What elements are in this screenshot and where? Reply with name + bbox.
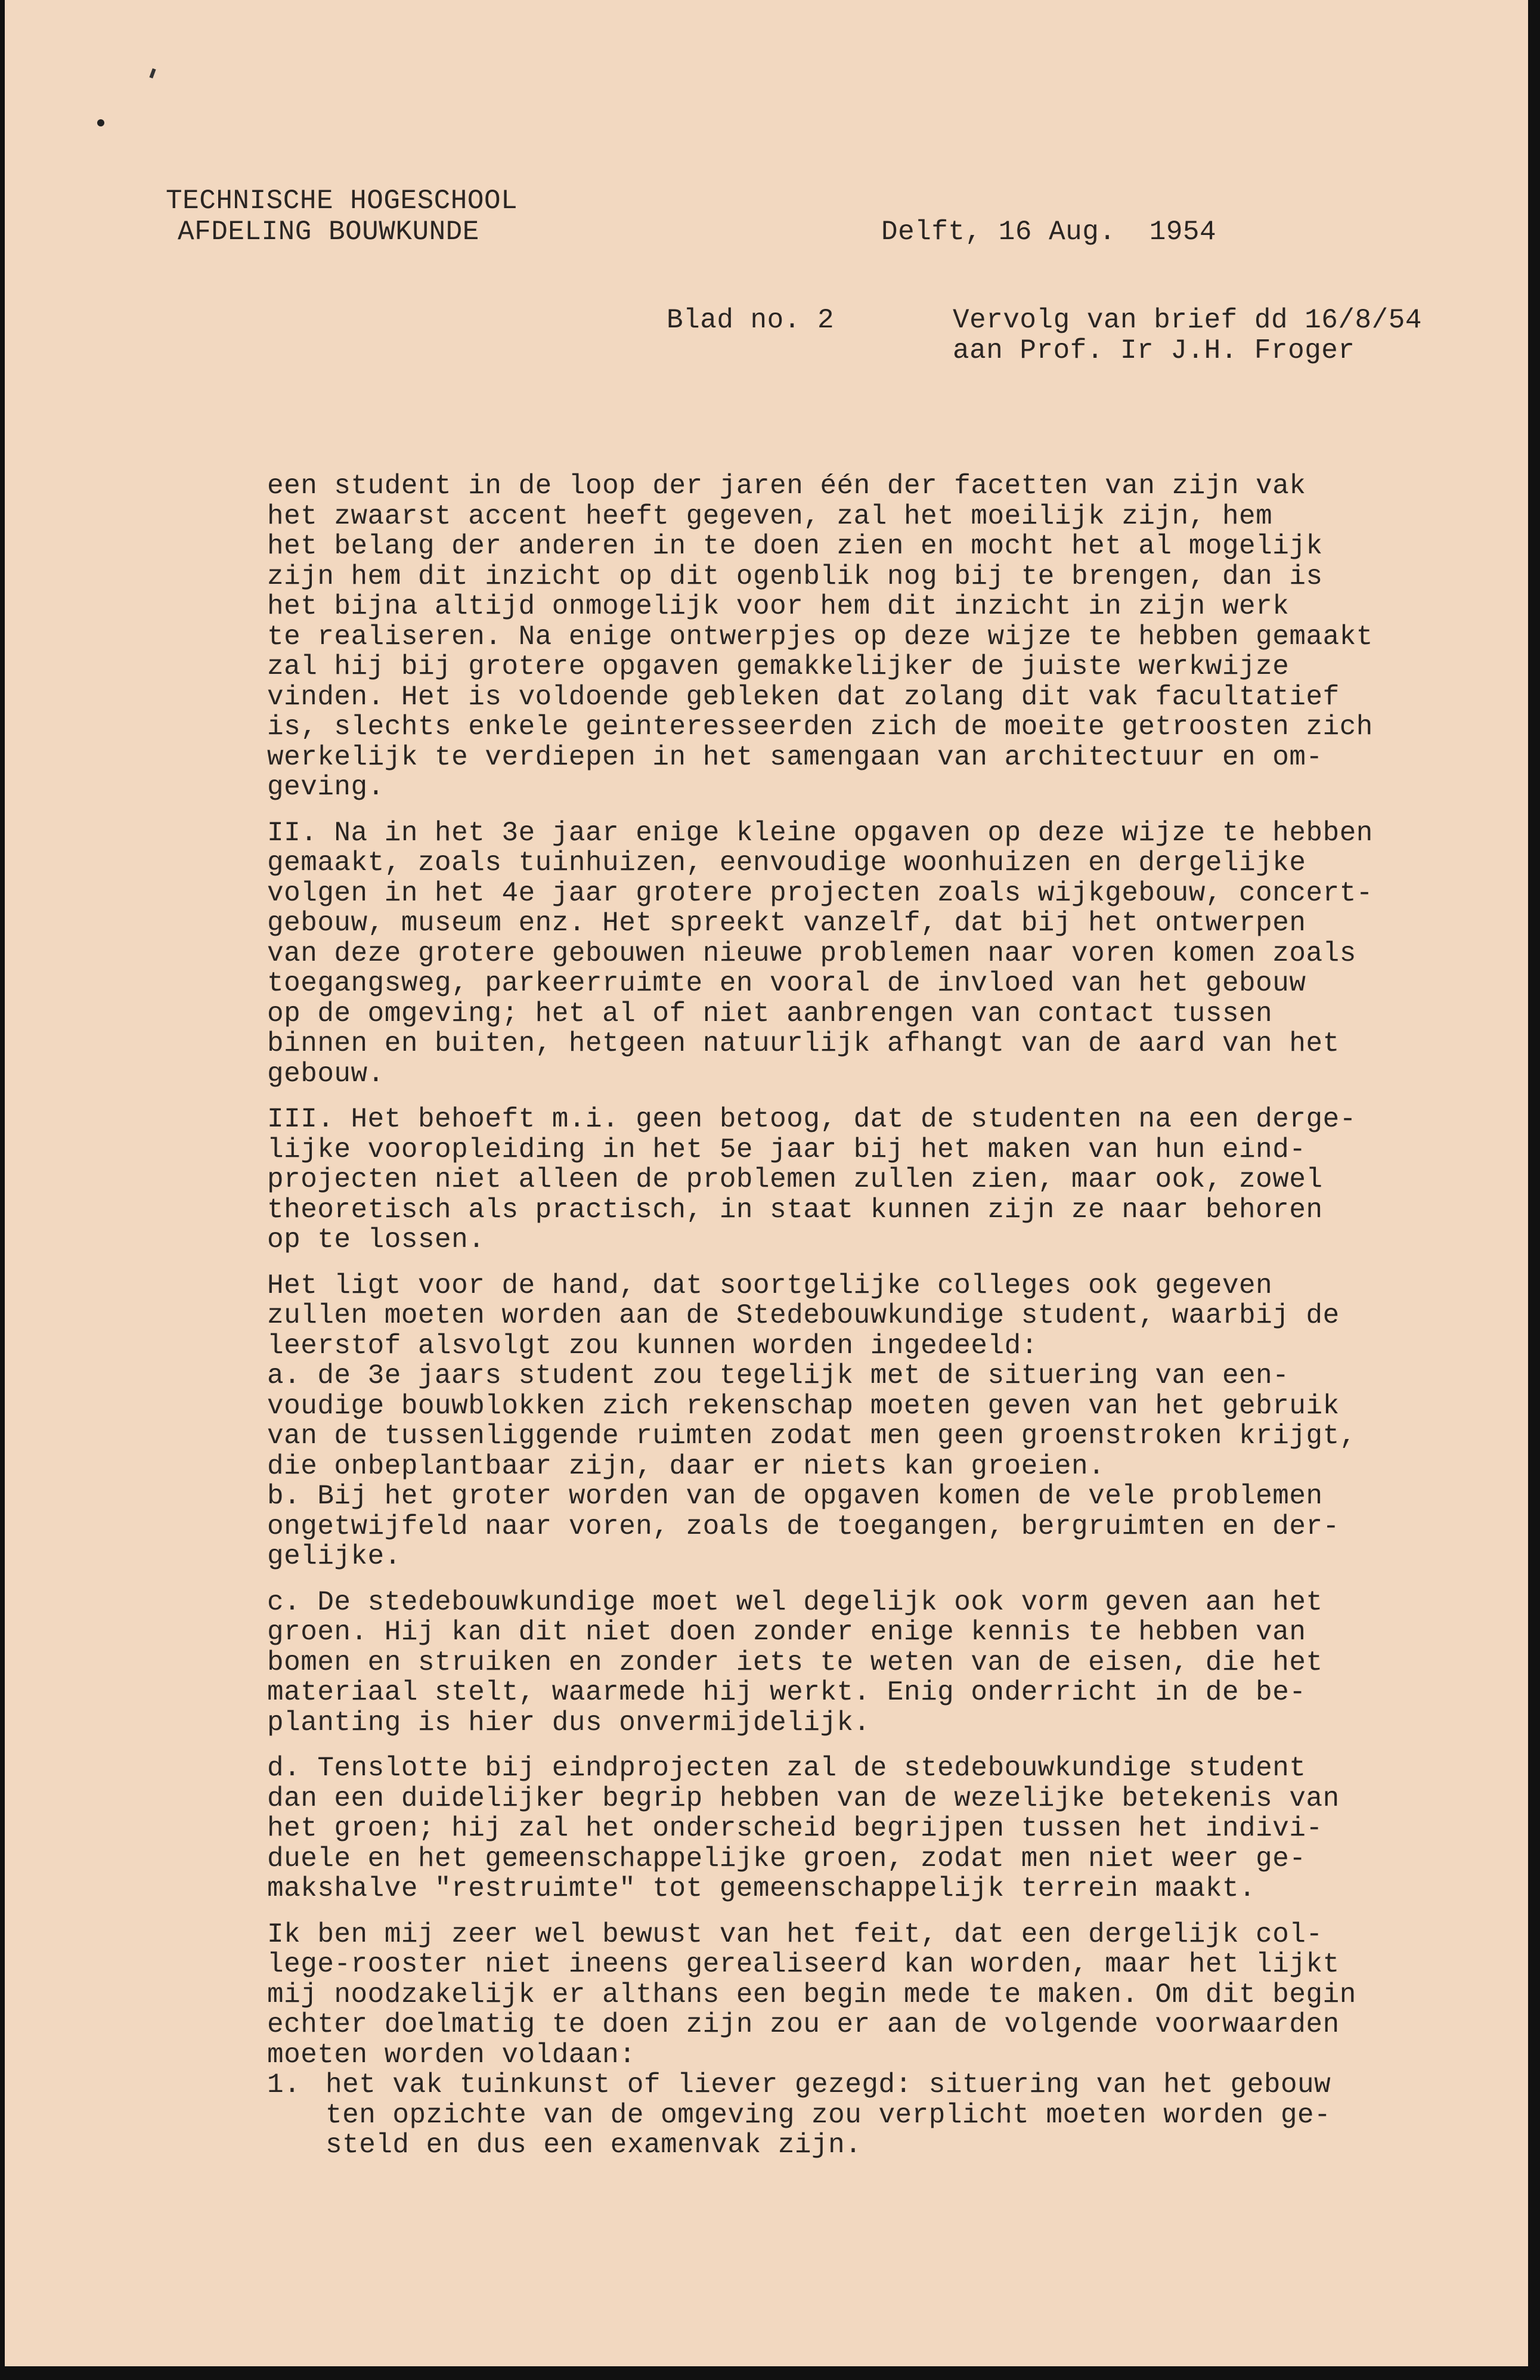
body-line: zal hij bij grotere opgaven gemakkelijker de juiste werkwijze xyxy=(267,651,1290,682)
body-line: projecten niet alleen de problemen zullen zien, maar ook, zowel xyxy=(267,1164,1323,1195)
date-place: Delft, xyxy=(881,216,982,247)
body-line: het groen; hij zal het onderscheid begrijpen tussen het indivi- xyxy=(267,1813,1323,1844)
body-line: leerstof alsvolgt zou kunnen worden ingedeeld: xyxy=(267,1330,1038,1361)
body-line: materiaal stelt, waarmede hij werkt. Enig onderricht in de be- xyxy=(267,1677,1306,1708)
body-line: toegangsweg, parkeerruimte en vooral de invloed van het gebouw xyxy=(267,968,1306,999)
date-month: Aug. xyxy=(1049,216,1116,247)
body-line: mij noodzakelijk er althans een begin mede te maken. Om dit begin xyxy=(267,1979,1356,2010)
ink-mark-top xyxy=(149,68,156,78)
body-line: binnen en buiten, hetgeen natuurlijk afhangt van de aard van het xyxy=(267,1028,1340,1059)
paragraph-1 xyxy=(267,471,1454,803)
body-line: voudige bouwblokken zich rekenschap moeten geven van het gebruik xyxy=(267,1390,1340,1422)
body-line: gemaakt, zoals tuinhuizen, eenvoudige woonhuizen en dergelijke xyxy=(267,847,1306,878)
body-line: c. De stedebouwkundige moet wel degelijk ook vorm geven aan het xyxy=(267,1586,1323,1618)
item-text xyxy=(326,2070,1454,2161)
body-line: lijke vooropleiding in het 5e jaar bij het maken van hun eind- xyxy=(267,1134,1306,1165)
date-year: 1954 xyxy=(1149,216,1217,247)
body-line: zijn hem dit inzicht op dit ogenblik nog bij te brengen, dan is xyxy=(267,561,1323,592)
numbered-item-1 xyxy=(267,2070,1454,2161)
body-line: het zwaarst accent heeft gegeven, zal het moeilijk zijn, hem xyxy=(267,500,1273,532)
body-line: theoretisch als practisch, in staat kunnen zijn ze naar behoren xyxy=(267,1194,1323,1225)
body-line: zullen moeten worden aan de Stedebouwkundige student, waarbij de xyxy=(267,1300,1340,1331)
body-line: ten opzichte van de omgeving zou verplicht moeten worden ge- xyxy=(326,2099,1331,2131)
body-line: dan een duidelijker begrip hebben van de wezelijke betekenis van xyxy=(267,1782,1340,1814)
paragraph-7 xyxy=(267,1920,1454,2070)
body-line: die onbeplantbaar zijn, daar er niets kan groeien. xyxy=(267,1450,1105,1482)
body-line: het belang der anderen in te doen zien en mocht het al mogelijk xyxy=(267,531,1323,562)
body-line: groen. Hij kan dit niet doen zonder enige kennis te hebben van xyxy=(267,1617,1306,1648)
ink-mark-left xyxy=(97,119,104,126)
paragraph-6 xyxy=(267,1753,1454,1904)
body-line: lege-rooster niet ineens gerealiseerd kan worden, maar het lijkt xyxy=(267,1949,1340,1980)
item-number: 1. xyxy=(267,2069,301,2100)
body-line: d. Tenslotte bij eindprojecten zal de stedebouwkundige student xyxy=(267,1753,1306,1784)
date-day: 16 xyxy=(998,216,1032,247)
body-line: Ik ben mij zeer wel bewust van het feit, dat een dergelijk col- xyxy=(267,1918,1323,1950)
body-line: gelijke. xyxy=(267,1541,401,1572)
body-line: een student in de loop der jaren één der facetten van zijn vak xyxy=(267,471,1306,502)
body-line: werkelijk te verdiepen in het samengaan van architectuur en om- xyxy=(267,741,1323,773)
body-line: op de omgeving; het al of niet aanbrengen van contact tussen xyxy=(267,998,1273,1029)
body-line: van de tussenliggende ruimten zodat men geen groenstroken krijgt, xyxy=(267,1420,1356,1451)
body-line: het bijna altijd onmogelijk voor hem dit inzicht in zijn werk xyxy=(267,591,1290,622)
body-line: b. Bij het groter worden van de opgaven komen de vele problemen xyxy=(267,1481,1323,1512)
body-line: bomen en struiken en zonder iets te weten van de eisen, die het xyxy=(267,1646,1323,1678)
body-line: II. Na in het 3e jaar enige kleine opgaven op deze wijze te hebben xyxy=(267,817,1373,849)
body-line: makshalve "restruimte" tot gemeenschappelijk terrein maakt. xyxy=(267,1873,1256,1904)
sheet-reference-line-1: Vervolg van brief dd 16/8/54 xyxy=(953,305,1422,336)
body-line: echter doelmatig te doen zijn zou er aan de volgende voorwaarden xyxy=(267,2009,1340,2040)
body-line: gebouw, museum enz. Het spreekt vanzelf, dat bij het ontwerpen xyxy=(267,908,1306,939)
body-line: te realiseren. Na enige ontwerpjes op deze wijze te hebben gemaakt xyxy=(267,621,1373,652)
body-line: geving. xyxy=(267,772,385,803)
body-line: gebouw. xyxy=(267,1058,385,1090)
paragraph-3 xyxy=(267,1104,1454,1255)
body-line: a. de 3e jaars student zou tegelijk met de situering van een- xyxy=(267,1360,1290,1391)
body-line: vinden. Het is voldoende gebleken dat zolang dit vak facultatief xyxy=(267,681,1340,713)
paragraph-2 xyxy=(267,818,1454,1090)
paragraph-4 xyxy=(267,1271,1454,1572)
body-line: van deze grotere gebouwen nieuwe problemen naar voren komen zoals xyxy=(267,937,1356,969)
body-line: Het ligt voor de hand, dat soortgelijke colleges ook gegeven xyxy=(267,1270,1273,1301)
body-line: volgen in het 4e jaar grotere projecten zoals wijkgebouw, concert- xyxy=(267,877,1373,909)
body-line: planting is hier dus onvermijdelijk. xyxy=(267,1707,870,1738)
letterhead-line-1: TECHNISCHE HOGESCHOOL xyxy=(166,185,518,216)
letterhead-line-2: AFDELING BOUWKUNDE xyxy=(178,216,479,247)
body-line: duele en het gemeenschappelijke groen, zodat men niet weer ge- xyxy=(267,1843,1306,1874)
paragraph-5 xyxy=(267,1587,1454,1738)
body-line: ongetwijfeld naar voren, zoals de toegangen, bergruimten en der- xyxy=(267,1511,1340,1542)
sheet-label: Blad no. 2 xyxy=(667,305,835,336)
letter-body xyxy=(267,471,1454,2161)
body-line: is, slechts enkele geinteresseerden zich de moeite getroosten zich xyxy=(267,711,1373,742)
sheet-reference-line-2: aan Prof. Ir J.H. Froger xyxy=(953,335,1355,366)
letter-page xyxy=(5,0,1528,2366)
body-line: III. Het behoeft m.i. geen betoog, dat de studenten na een derge- xyxy=(267,1104,1356,1135)
date-line xyxy=(881,217,1216,247)
body-line: op te lossen. xyxy=(267,1224,485,1255)
body-line: het vak tuinkunst of liever gezegd: situering van het gebouw xyxy=(326,2069,1331,2100)
body-line: steld en dus een examenvak zijn. xyxy=(326,2130,862,2161)
body-line: moeten worden voldaan: xyxy=(267,2039,636,2070)
